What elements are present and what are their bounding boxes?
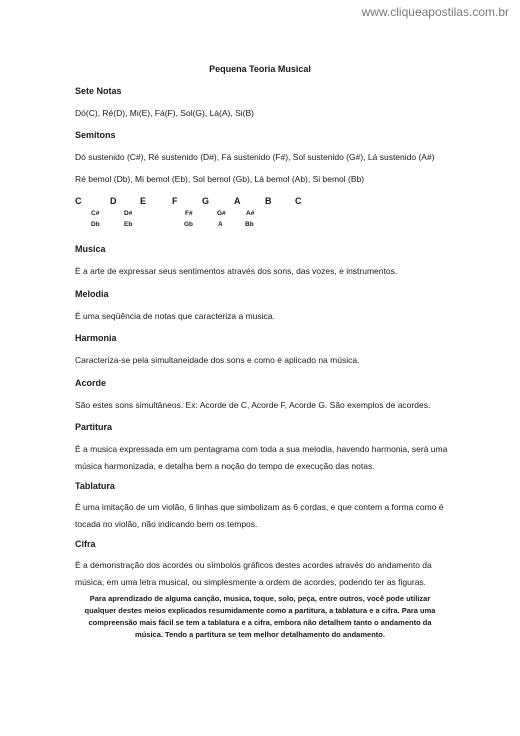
semitons-line-1: Dó sustenido (C#), Ré sustenido (D#), Fá sustenido (F#), Sol sustenido (G#), Lá sustenido (A#) xyxy=(75,152,435,162)
flat-note: Db xyxy=(91,221,100,228)
scale-note: G xyxy=(202,196,210,206)
musica-heading: Musica xyxy=(75,244,106,254)
flat-note: Eb xyxy=(124,221,133,228)
scale-notes-row xyxy=(75,196,375,208)
page-title: Pequena Teoria Musical xyxy=(209,64,311,74)
sharps-row xyxy=(75,210,375,220)
flat-note: A xyxy=(218,221,223,228)
scale-note: B xyxy=(265,196,272,206)
sharp-note: C# xyxy=(91,210,100,217)
melodia-text: É uma seqüência de notas que caracteriza a musica. xyxy=(75,311,275,321)
sete-notas-text: Dó(C), Ré(D), Mi(E), Fá(F), Sol(G), Lá(A), Si(B) xyxy=(75,108,254,118)
watermark: www.cliqueapostilas.com.br xyxy=(361,5,509,19)
sete-notas-heading: Sete Notas xyxy=(75,86,122,96)
acorde-heading: Acorde xyxy=(75,378,107,388)
sharp-note: A# xyxy=(246,210,255,217)
flat-note: Bb xyxy=(245,221,254,228)
musica-text: É a arte de expressar seus sentimentos através dos sons, das vozes, e instrumentos. xyxy=(75,266,398,276)
melodia-heading: Melodia xyxy=(75,289,109,299)
scale-note: F xyxy=(172,196,178,206)
harmonia-heading: Harmonia xyxy=(75,333,117,343)
scale-note: E xyxy=(140,196,147,206)
closing-paragraph: Para aprendizado de alguma canção, musica, toque, solo, peça, entre outros, você pode utilizar qualquer destes meios explicados resumidamente como a partitura, a tablatura e a cifra. Para uma compreensão mais fácil se tem a tablatura e a cifra, embora não detalhem tanto o andamento da música. Tendo a partitura se tem melhor detalhamento do andamento. xyxy=(84,594,436,639)
cifra-text: É a demonstração dos acordes ou símbolos gráficos destes acordes através do andamento da música, em uma letra musical, ou simplesmente a ordem de acordes, podendo ter as figuras. xyxy=(75,560,432,587)
scale-note: C xyxy=(295,196,302,206)
partitura-text: É a musica expressada em um pentagrama com toda a sua melodia, havendo harmonia, será uma música harmonizada, e detalha bem a noção do tempo de execução das notas. xyxy=(75,444,448,471)
partitura-heading: Partitura xyxy=(75,422,113,432)
sharp-note: G# xyxy=(217,210,226,217)
scale-note: D xyxy=(110,196,117,206)
scale-note: A xyxy=(234,196,241,206)
scale-note: C xyxy=(75,196,82,206)
harmonia-text: Caracteriza-se pela simultaneidade dos sons e como é aplicado na música. xyxy=(75,355,360,365)
semitons-line-2: Ré bemol (Db), Mi bemol (Eb), Sol bemol (Gb), Lá bemol (Ab), Si bemol (Bb) xyxy=(75,174,365,184)
flat-note: Gb xyxy=(184,221,194,228)
tablatura-text: É uma imitação de um violão, 6 linhas que simbolizam as 6 cordas, e que contem a forma como é tocada no violão, não indicando bem os tempos. xyxy=(75,502,444,529)
sharp-note: F# xyxy=(185,210,193,217)
sharp-note: D# xyxy=(124,210,133,217)
cifra-heading: Cifra xyxy=(75,539,96,549)
semitons-heading: Semitons xyxy=(75,130,116,140)
acorde-text: São estes sons simultâneos. Ex: Acorde de C, Acorde F, Acorde G. São exemplos de acordes. xyxy=(75,400,431,410)
tablatura-heading: Tablatura xyxy=(75,481,115,491)
flats-row xyxy=(75,221,375,231)
